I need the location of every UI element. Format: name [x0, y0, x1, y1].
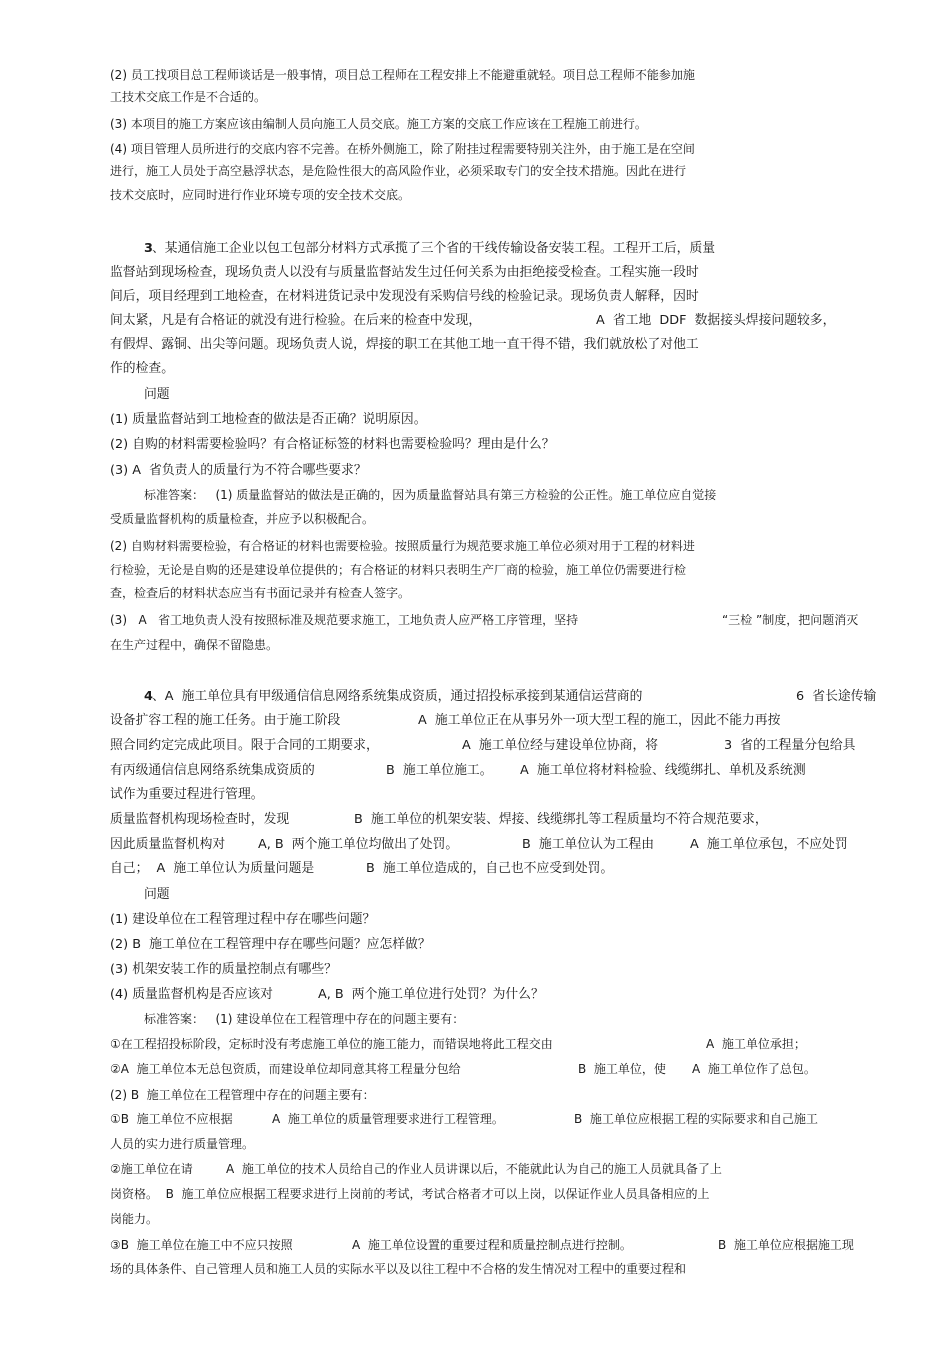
- text-line: A, B 两个施工单位进行处罚？为什么？: [318, 987, 544, 1002]
- text-line: 在生产过程中，确保不留隐患。: [110, 638, 279, 652]
- text-line: B 施工单位认为工程由: [522, 837, 655, 852]
- text-line: 自己； A 施工单位认为质量问题是: [110, 861, 315, 876]
- text-line: 、A 施工单位具有甲级通信信息网络系统集成资质，通过招投标承接到某通信运营商的: [152, 689, 643, 704]
- text-line: 岗能力。: [110, 1212, 159, 1226]
- text-line: (3) A 省工地负责人没有按照标准及规范要求施工，工地负责人应严格工序管理，坚持: [110, 613, 579, 627]
- text-line: 有丙级通信信息网络系统集成资质的: [110, 763, 315, 778]
- text-line: B 施工单位造成的，自己也不应受到处罚。: [366, 861, 614, 876]
- text-line: 查，检查后的材料状态应当有书面记录并有检查人签字。: [110, 586, 411, 600]
- text-line: ①B 施工单位不应根据: [110, 1112, 233, 1126]
- text-line: (2) B 施工单位在工程管理中存在哪些问题？应怎样做？: [110, 937, 431, 952]
- text-line: 工技术交底工作是不合适的。: [110, 90, 267, 104]
- text-line: (1) 建设单位在工程管理过程中存在哪些问题？: [110, 912, 376, 927]
- text-line: (4) 项目管理人员所进行的交底内容不完善。在桥外侧施工，除了附挂过程需要特别关注外，由于施工是在空间: [110, 142, 695, 156]
- text-line: A 施工单位将材料检验、线缆绑扎、单机及系统测: [520, 763, 806, 778]
- text-line: 质量监督机构现场检查时，发现: [110, 812, 290, 827]
- text-line: 间后，项目经理到工地检查，在材料进货记录中发现没有采购信号线的检验记录。现场负责人解释，因时: [110, 289, 699, 304]
- text-line: 场的具体条件、自己管理人员和施工人员的实际水平以及以往工程中不合格的发生情况对工程中的重要过程和: [110, 1262, 687, 1276]
- text-line: 标准答案： (1) 建设单位在工程管理中存在的问题主要有：: [144, 1012, 465, 1026]
- text-line: (4) 质量监督机构是否应该对: [110, 987, 273, 1002]
- text-line: 有假焊、露铜、出尖等问题。现场负责人说，焊接的职工在其他工地一直干得不错，我们就放松了对他工: [110, 337, 699, 352]
- text-line: (2) 自购的材料需要检验吗？有合格证标签的材料也需要检验吗？理由是什么？: [110, 437, 555, 452]
- text-line: (3) 机架安装工作的质量控制点有哪些？: [110, 962, 337, 977]
- text-line: B 施工单位应根据施工现: [718, 1238, 854, 1252]
- text-line: (2) 自购材料需要检验，有合格证的材料也需要检验。按照质量行为规范要求施工单位必须对用于工程的材料进: [110, 539, 695, 553]
- text-line: 试作为重要过程进行管理。: [110, 787, 264, 802]
- text-line: A 施工单位承担；: [706, 1037, 806, 1051]
- text-line: 、某通信施工企业以包工包部分材料方式承揽了三个省的干线传输设备安装工程。工程开工后，质量: [152, 241, 716, 256]
- text-line: 监督站到现场检查，现场负责人以没有与质量监督站发生过任何关系为由拒绝接受检查。工程实施一段时: [110, 265, 699, 280]
- section-heading: 问题: [144, 887, 170, 902]
- question-number: 4: [144, 689, 153, 704]
- text-line: A 施工单位作了总包。: [692, 1062, 816, 1076]
- text-line: 6 省长途传输: [796, 689, 877, 704]
- text-line: B 施工单位，使: [578, 1062, 666, 1076]
- text-line: B 施工单位应根据工程的实际要求和自己施工: [574, 1112, 818, 1126]
- text-line: 技术交底时，应同时进行作业环境专项的安全技术交底。: [110, 188, 411, 202]
- text-line: ②施工单位在请: [110, 1162, 193, 1176]
- text-line: ③B 施工单位在施工中不应只按照: [110, 1238, 293, 1252]
- text-line: A 施工单位设置的重要过程和质量控制点进行控制。: [352, 1238, 632, 1252]
- text-line: ①在工程招投标阶段，定标时没有考虑施工单位的施工能力，而错误地将此工程交由: [110, 1037, 553, 1051]
- text-line: “三检 ”制度，把问题消灭: [722, 613, 859, 627]
- text-line: (2) 员工找项目总工程师谈话是一般事情，项目总工程师在工程安排上不能避重就轻。项目总工程师不能参加施: [110, 68, 695, 82]
- text-line: 行检验，无论是自购的还是建设单位提供的；有合格证的材料只表明生产厂商的检验，施工单位仍需要进行检: [110, 563, 687, 577]
- text-line: (2) B 施工单位在工程管理中存在的问题主要有：: [110, 1088, 375, 1102]
- text-line: 进行，施工人员处于高空悬浮状态，是危险性很大的高风险作业，必须采取专门的安全技术措施。因此在进行: [110, 164, 687, 178]
- text-line: 3 省的工程量分包给具: [724, 738, 856, 753]
- text-line: A 施工单位的技术人员给自己的作业人员讲课以后，不能就此认为自己的施工人员就具备了上: [226, 1162, 722, 1176]
- text-line: 作的检查。: [110, 361, 174, 376]
- text-line: A 施工单位正在从事另外一项大型工程的施工，因此不能力再按: [418, 713, 781, 728]
- text-line: 标准答案： (1) 质量监督站的做法是正确的，因为质量监督站具有第三方检验的公正性。施工单位应自觉接: [144, 488, 717, 502]
- text-line: A 施工单位经与建设单位协商，将: [462, 738, 659, 753]
- text-line: A 施工单位的质量管理要求进行工程管理。: [272, 1112, 504, 1126]
- text-line: A, B 两个施工单位均做出了处罚。: [258, 837, 459, 852]
- text-line: (1) 质量监督站到工地检查的做法是否正确？说明原因。: [110, 412, 427, 427]
- text-line: 间太紧，凡是有合格证的就没有进行检验。在后来的检查中发现，: [110, 313, 482, 328]
- text-line: 照合同约定完成此项目。限于合同的工期要求，: [110, 738, 379, 753]
- text-line: 人员的实力进行质量管理。: [110, 1137, 255, 1151]
- text-line: 因此质量监督机构对: [110, 837, 226, 852]
- text-line: 受质量监督机构的质量检查，并应予以积极配合。: [110, 512, 375, 526]
- text-line: 岗资格。 B 施工单位应根据工程要求进行上岗前的考试，考试合格者才可以上岗，以保证作业人员具备相应的上: [110, 1187, 710, 1201]
- text-line: 设备扩容工程的施工任务。由于施工阶段: [110, 713, 341, 728]
- text-line: (3) 本项目的施工方案应该由编制人员向施工人员交底。施工方案的交底工作应该在工程施工前进行。: [110, 117, 647, 131]
- question-number: 3: [144, 241, 153, 256]
- text-line: (3) A 省负责人的质量行为不符合哪些要求？: [110, 463, 367, 478]
- section-heading: 问题: [144, 387, 170, 402]
- text-line: B 施工单位的机架安装、焊接、线缆绑扎等工程质量均不符合规范要求，: [354, 812, 768, 827]
- text-line: A 省工地 DDF 数据接头焊接问题较多，: [596, 313, 836, 328]
- text-line: ②A 施工单位本无总包资质，而建设单位却同意其将工程量分包给: [110, 1062, 461, 1076]
- text-line: A 施工单位承包，不应处罚: [690, 837, 848, 852]
- text-line: B 施工单位施工。: [386, 763, 493, 778]
